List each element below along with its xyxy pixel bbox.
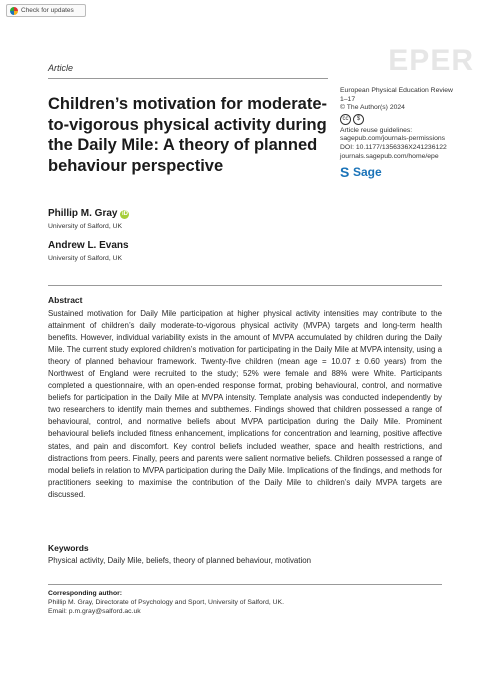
keywords-text: Physical activity, Daily Mile, beliefs, theory of planned behaviour, motivation — [48, 556, 312, 565]
reuse-label: Article reuse guidelines: — [340, 126, 413, 134]
crossmark-icon — [10, 7, 18, 15]
author-2-affiliation: University of Salford, UK — [48, 255, 123, 262]
corresponding-author — [48, 589, 284, 616]
abstract-heading: Abstract — [48, 295, 83, 305]
author-2-name: Andrew L. Evans — [48, 240, 129, 251]
corresponding-heading: Corresponding author: — [48, 590, 123, 597]
divider — [48, 584, 442, 585]
journal-info — [340, 87, 475, 161]
nc-icon: $ — [353, 114, 364, 125]
paper-title: Children’s motivation for moderate-to-vigorous physical activity during the Daily Mile: A theory of planned behaviour perspective — [48, 95, 328, 175]
divider — [48, 78, 328, 79]
article-type: Article — [48, 63, 74, 73]
divider — [48, 285, 442, 286]
author-1 — [48, 208, 129, 219]
sage-icon — [340, 166, 350, 178]
author-1-name: Phillip M. Gray — [48, 208, 118, 219]
reuse-link[interactable]: sagepub.com/journals-permissions — [340, 135, 446, 143]
check-for-updates-badge[interactable] — [6, 4, 86, 17]
page-range: 1–17 — [340, 95, 356, 103]
abstract-text: Sustained motivation for Daily Mile participation at higher physical activity intensities may contribute to the attainment of children’s daily moderate-to-vigorous physical activity (MVPA) targets and long-term health benefits. However, individual variability exists in the amount of MVPA accumulated by children during the Daily Mile. The current study explored children’s motivation for participating in the Daily Mile at MVPA intensity, using a theory of planned behaviour framework. Twenty-five children (mean age = 10.07 ± 0.60 years) from the Northwest of England were recruited to the study; 52% were female and 88% were White. Participants completed a questionnaire, with an open-ended response format, probing behavioural, control, and normative beliefs for participation in the Daily Mile at MVPA intensity. Template analysis was conducted independently by two researchers to identify main themes and subthemes. Findings showed that children possessed a range of behavioural, control, and normative beliefs about MVPA participation during the Daily Mile. Prominent behavioural beliefs included fitness enhancement, implications for concentration and learning, positive affective states, and pain and discomfort. Key control beliefs included weather, space and health restrictions, and distractions from peers. Finally, peers and parents were salient normative beliefs. Children possessed a range of modal beliefs in relation to MVPA participation during the Daily Mile. Implications of the findings, and methods for practitioners seeking to maximise the contribution of the Daily Mile to children’s daily MVPA targets are discussed. — [48, 309, 442, 499]
doi[interactable]: DOI: 10.1177/1356336X241236122 — [340, 143, 447, 151]
journal-homepage[interactable]: journals.sagepub.com/home/epe — [340, 152, 439, 160]
license-icons[interactable] — [340, 114, 475, 125]
check-for-updates-label: Check for updates — [21, 7, 74, 14]
corresponding-email[interactable]: Email: p.m.gray@salford.ac.uk — [48, 608, 141, 615]
journal-name: European Physical Education Review — [340, 87, 453, 94]
publisher-name: Sage — [353, 165, 382, 179]
publisher-logo — [340, 165, 382, 179]
journal-logo: EPER — [388, 44, 474, 77]
keywords-heading: Keywords — [48, 543, 89, 553]
orcid-icon[interactable]: iD — [121, 211, 128, 217]
corresponding-line: Phillip M. Gray, Directorate of Psychology and Sport, University of Salford, UK. — [48, 599, 284, 606]
cc-icon: cc — [340, 114, 351, 125]
author-1-affiliation: University of Salford, UK — [48, 223, 123, 230]
copyright: © The Author(s) 2024 — [340, 104, 405, 112]
